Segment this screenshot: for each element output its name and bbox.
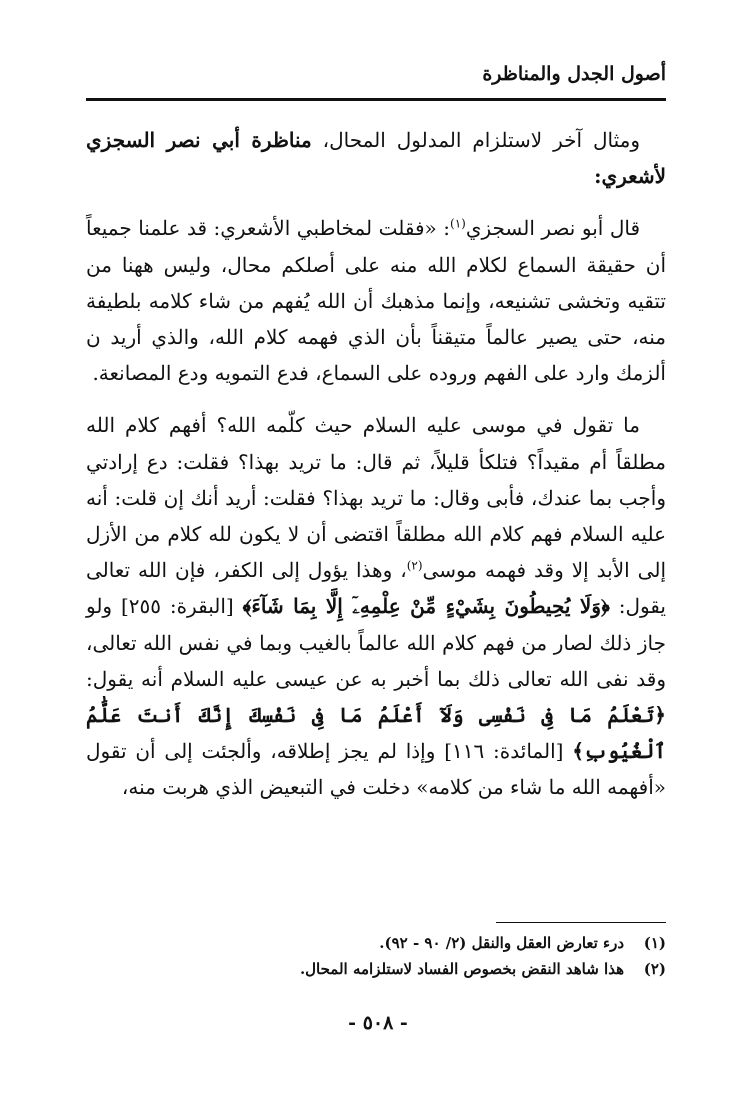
footnote-rule [496, 922, 666, 923]
footnote-ref-2: (٢) [406, 558, 423, 573]
footnote-text: هذا شاهد النقض بخصوص الفساد لاستلزامه المحال. [299, 960, 624, 978]
paragraph-2-text-b: : «فقلت لمخاطبي الأشعري: قد علمنا جميعاً أن حقيقة السماع لكلام الله منه على أصلكم محال، وليس ههنا من تتقيه وتخشى تشنيعه، وإنما مذهبك أن الله يُفهم من شاء كلامه بلطيفة منه، حتى يصير عالماً متيقناً بأن الذي فهمه كلام الله، والذي أريد ن ألزمك وارد على الفهم وروده على السماع، فدع التمويه ودع المصانعة. [86, 216, 666, 386]
footnotes [86, 930, 666, 982]
footnote-2 [86, 956, 666, 982]
footnote-text: درء تعارض العقل والنقل (٢/ ٩٠ - ٩٢). [379, 934, 624, 952]
intro-paragraph [86, 122, 666, 194]
footnote-1 [86, 930, 666, 956]
header-rule [86, 98, 666, 101]
page-number: - ٥٠٨ - [348, 1012, 408, 1034]
paragraph-3-text-d: [المائدة: ١١٦] وإذا لم يجز إطلاقه، وألجئت إلى أن تقول «أفهمه الله ما شاء من كلامه» دخلت في التبعيض الذي هربت منه، [86, 739, 666, 800]
intro-bold-title: مناظرة أبي نصر السجزي لأشعري: [86, 128, 666, 189]
footnote-number: (٢) [643, 960, 666, 978]
quran-verse-baqara: ﴿وَلَا يُحِيطُونَ بِشَيْءٍ مِّنْ عِلْمِهِۦٓ إِلَّا بِمَا شَآءَ﴾ [242, 594, 610, 619]
running-header: أصول الجدل والمناظرة [482, 63, 666, 85]
body-text [86, 122, 666, 822]
footnote-ref-1: (١) [450, 216, 466, 231]
paragraph-3-text-c: [البقرة: ٢٥٥] ولو جاز ذلك لصار من فهم كلام الله عالماً بالغيب وبما في نفس الله تعالى، وقد نفى الله تعالى ذلك بما أخبر به عن عيسى عليه السلام أنه يقول: [86, 594, 666, 691]
intro-text: ومثال آخر لاستلزام المدلول المحال، [311, 128, 640, 152]
paragraph-3-text-b: ، وهذا يؤول إلى الكفر، فإن الله تعالى يقول: [86, 558, 666, 619]
quran-verse-maida: ﴿تَعْلَمُ مَا فِى نَفْسِى وَلَآ أَعْلَمُ مَا فِى نَفْسِكَ إِنَّكَ أَنتَ عَلَّٰمُ ٱلْغُيُوبِ﴾ [86, 703, 667, 764]
paragraph-2-text-a: قال أبو نصر السجزي [465, 216, 640, 241]
paragraph-moses [86, 407, 666, 805]
paragraph-quote-start [86, 210, 666, 391]
paragraph-3-text-a: ما تقول في موسى عليه السلام حيث كلّمه الله؟ أفهم كلام الله مطلقاً أم مقيداً؟ فتلكأ قليلاً، ثم قال: ما تريد بهذا؟ فقلت: دع إرادتي وأجب بما عندك، فأبى وقال: ما تريد بهذا؟ فقلت: أريد أنك إن قلت: أنه عليه السلام فهم كلام الله مطلقاً اقتضى أن لا يكون لله كلام من الأزل إلى الأبد إلا وقد فهمه موسى [86, 413, 666, 583]
footnote-number: (١) [643, 934, 666, 952]
